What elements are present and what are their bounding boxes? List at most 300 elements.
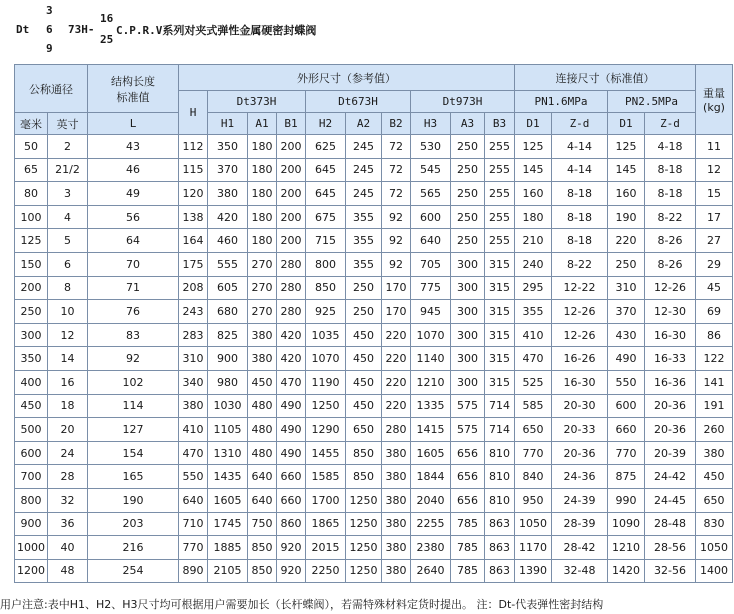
- table-cell: 770: [179, 536, 208, 560]
- table-cell: 280: [277, 276, 306, 300]
- table-row: [15, 135, 733, 159]
- table-cell: 243: [179, 300, 208, 324]
- table-cell: 255: [485, 205, 515, 229]
- table-cell: 770: [608, 441, 645, 465]
- table-cell: 315: [485, 347, 515, 371]
- table-cell: 785: [451, 536, 485, 560]
- table-cell: 160: [608, 182, 645, 206]
- table-cell: 810: [485, 441, 515, 465]
- table-cell: 650: [346, 418, 382, 442]
- table-cell: 200: [277, 229, 306, 253]
- table-cell: 120: [179, 182, 208, 206]
- table-cell: 260: [696, 418, 733, 442]
- table-cell: 355: [346, 205, 382, 229]
- table-cell: 250: [451, 229, 485, 253]
- table-cell: 32: [48, 488, 88, 512]
- table-cell: 245: [346, 135, 382, 159]
- table-cell: 705: [411, 252, 451, 276]
- footnote: 用户注意:表中H1、H2、H3尺寸均可根据用户需要加长（长杆蝶阀），若需特殊材料定货时提出。 注：Dt-代表弹性密封结构: [0, 598, 604, 611]
- table-cell: 8-26: [645, 229, 696, 253]
- table-cell: 16-26: [552, 347, 608, 371]
- table-cell: 920: [277, 536, 306, 560]
- table-cell: 180: [248, 182, 277, 206]
- table-cell: 46: [88, 158, 179, 182]
- table-cell: 127: [88, 418, 179, 442]
- title-prefix: Dt: [16, 23, 30, 36]
- table-cell: 115: [179, 158, 208, 182]
- table-cell: 255: [485, 229, 515, 253]
- table-cell: 180: [248, 135, 277, 159]
- table-row: [15, 441, 733, 465]
- table-row: [15, 370, 733, 394]
- table-cell: 2105: [208, 559, 248, 583]
- table-cell: 1700: [306, 488, 346, 512]
- table-row: [15, 252, 733, 276]
- table-cell: 16-30: [552, 370, 608, 394]
- table-row: [15, 182, 733, 206]
- table-cell: 72: [382, 182, 411, 206]
- table-cell: 92: [382, 252, 411, 276]
- table-cell: 300: [451, 252, 485, 276]
- table-cell: 775: [411, 276, 451, 300]
- table-cell: 1335: [411, 394, 451, 418]
- table-cell: 350: [208, 135, 248, 159]
- table-cell: 250: [346, 300, 382, 324]
- table-cell: 16-36: [645, 370, 696, 394]
- table-cell: 656: [451, 465, 485, 489]
- table-cell: 250: [451, 182, 485, 206]
- table-cell: 1310: [208, 441, 248, 465]
- table-cell: 680: [208, 300, 248, 324]
- table-row: [15, 488, 733, 512]
- table-cell: 650: [696, 488, 733, 512]
- table-cell: 850: [306, 276, 346, 300]
- table-cell: 650: [515, 418, 552, 442]
- table-cell: 283: [179, 323, 208, 347]
- table-cell: 1050: [515, 512, 552, 536]
- table-cell: 490: [277, 418, 306, 442]
- table-cell: 380: [696, 441, 733, 465]
- table-cell: 550: [608, 370, 645, 394]
- table-cell: 810: [485, 488, 515, 512]
- table-cell: 32-56: [645, 559, 696, 583]
- table-cell: 370: [608, 300, 645, 324]
- table-cell: 12-30: [645, 300, 696, 324]
- table-cell: 8-22: [552, 252, 608, 276]
- table-cell: 125: [515, 135, 552, 159]
- table-cell: 250: [451, 135, 485, 159]
- header-struct-len-line2: 标准值: [116, 90, 150, 104]
- table-cell: 300: [15, 323, 48, 347]
- table-cell: 300: [451, 370, 485, 394]
- table-cell: 355: [346, 252, 382, 276]
- table-cell: 1885: [208, 536, 248, 560]
- table-cell: 245: [346, 182, 382, 206]
- table-cell: 45: [696, 276, 733, 300]
- header-connect: 连接尺寸（标准值）: [515, 65, 696, 91]
- table-cell: 48: [48, 559, 88, 583]
- table-cell: 830: [696, 512, 733, 536]
- table-cell: 2015: [306, 536, 346, 560]
- table-cell: 28-56: [645, 536, 696, 560]
- table-cell: 1200: [15, 559, 48, 583]
- table-cell: 450: [346, 394, 382, 418]
- table-cell: 92: [88, 347, 179, 371]
- table-cell: 86: [696, 323, 733, 347]
- table-cell: 450: [346, 323, 382, 347]
- header-dt973: Dt973H: [411, 91, 515, 113]
- header-D1-pn25: D1: [608, 113, 645, 135]
- header-H3: H3: [411, 113, 451, 135]
- table-cell: 15: [696, 182, 733, 206]
- header-nominal: 公称通径: [15, 65, 88, 113]
- table-cell: 1250: [346, 536, 382, 560]
- table-cell: 380: [382, 465, 411, 489]
- table-cell: 280: [277, 300, 306, 324]
- table-cell: 8-18: [552, 182, 608, 206]
- table-cell: 150: [15, 252, 48, 276]
- table-cell: 1170: [515, 536, 552, 560]
- table-cell: 56: [88, 205, 179, 229]
- table-cell: 640: [411, 229, 451, 253]
- table-cell: 295: [515, 276, 552, 300]
- table-cell: 200: [277, 205, 306, 229]
- table-cell: 203: [88, 512, 179, 536]
- title-suffix: C.P.R.V系列对夹式弹性金属硬密封蝶阀: [116, 24, 317, 37]
- table-cell: 480: [248, 441, 277, 465]
- table-cell: 191: [696, 394, 733, 418]
- table-row: [15, 276, 733, 300]
- table-cell: 950: [515, 488, 552, 512]
- table-cell: 890: [179, 559, 208, 583]
- table-cell: 24-42: [645, 465, 696, 489]
- table-cell: 660: [277, 488, 306, 512]
- table-cell: 645: [306, 182, 346, 206]
- title-pn-bot: 25: [100, 33, 114, 46]
- table-row: [15, 323, 733, 347]
- table-cell: 355: [515, 300, 552, 324]
- table-cell: 380: [248, 323, 277, 347]
- table-cell: 220: [382, 394, 411, 418]
- table-cell: 24-39: [552, 488, 608, 512]
- table-cell: 490: [608, 347, 645, 371]
- table-cell: 850: [346, 465, 382, 489]
- table-cell: 490: [277, 394, 306, 418]
- table-cell: 1030: [208, 394, 248, 418]
- table-cell: 145: [515, 158, 552, 182]
- table-cell: 200: [277, 182, 306, 206]
- table-cell: 200: [277, 135, 306, 159]
- header-B1: B1: [277, 113, 306, 135]
- header-weight-line2: (kg): [703, 101, 725, 114]
- table-cell: 525: [515, 370, 552, 394]
- table-cell: 656: [451, 488, 485, 512]
- table-cell: 863: [485, 559, 515, 583]
- header-Zd-pn25: Z-d: [645, 113, 696, 135]
- title-digit-bot: 9: [46, 42, 53, 55]
- table-cell: 785: [451, 559, 485, 583]
- table-cell: 8-18: [645, 158, 696, 182]
- table-cell: 785: [451, 512, 485, 536]
- table-cell: 11: [696, 135, 733, 159]
- table-cell: 315: [485, 300, 515, 324]
- table-cell: 1420: [608, 559, 645, 583]
- table-cell: 825: [208, 323, 248, 347]
- title-pn-top: 16: [100, 12, 114, 25]
- table-cell: 575: [451, 394, 485, 418]
- table-cell: 450: [346, 347, 382, 371]
- table-cell: 310: [608, 276, 645, 300]
- header-H2: H2: [306, 113, 346, 135]
- table-cell: 660: [608, 418, 645, 442]
- table-cell: 190: [608, 205, 645, 229]
- table-cell: 50: [15, 135, 48, 159]
- table-cell: 43: [88, 135, 179, 159]
- table-row: [15, 205, 733, 229]
- table-cell: 675: [306, 205, 346, 229]
- table-cell: 1250: [346, 559, 382, 583]
- table-cell: 715: [306, 229, 346, 253]
- table-cell: 925: [306, 300, 346, 324]
- table-cell: 1290: [306, 418, 346, 442]
- table-cell: 100: [15, 205, 48, 229]
- table-cell: 71: [88, 276, 179, 300]
- table-cell: 250: [451, 158, 485, 182]
- table-cell: 270: [248, 300, 277, 324]
- table-cell: 220: [608, 229, 645, 253]
- table-cell: 208: [179, 276, 208, 300]
- table-cell: 565: [411, 182, 451, 206]
- table-cell: 160: [515, 182, 552, 206]
- table-cell: 24: [48, 441, 88, 465]
- table-cell: 220: [382, 323, 411, 347]
- table-cell: 12-26: [552, 300, 608, 324]
- table-cell: 122: [696, 347, 733, 371]
- table-cell: 28-48: [645, 512, 696, 536]
- table-cell: 180: [248, 158, 277, 182]
- table-cell: 190: [88, 488, 179, 512]
- table-cell: 28-39: [552, 512, 608, 536]
- table-cell: 72: [382, 135, 411, 159]
- table-cell: 300: [451, 347, 485, 371]
- table-cell: 220: [382, 370, 411, 394]
- table-cell: 714: [485, 394, 515, 418]
- table-cell: 154: [88, 441, 179, 465]
- table-cell: 216: [88, 536, 179, 560]
- table-cell: 180: [515, 205, 552, 229]
- table-cell: 450: [696, 465, 733, 489]
- table-cell: 450: [248, 370, 277, 394]
- header-weight: [696, 65, 733, 135]
- table-cell: 4-14: [552, 158, 608, 182]
- table-cell: 1250: [346, 488, 382, 512]
- table-cell: 460: [208, 229, 248, 253]
- table-cell: 255: [485, 182, 515, 206]
- table-cell: 310: [179, 347, 208, 371]
- table-cell: 64: [88, 229, 179, 253]
- header-Zd-pn16: Z-d: [552, 113, 608, 135]
- table-cell: 420: [277, 323, 306, 347]
- table-cell: 660: [277, 465, 306, 489]
- table-cell: 470: [179, 441, 208, 465]
- table-cell: 380: [382, 536, 411, 560]
- table-cell: 250: [346, 276, 382, 300]
- table-cell: 640: [248, 488, 277, 512]
- header-weight-line1: 重量: [703, 87, 725, 100]
- table-cell: 92: [382, 205, 411, 229]
- table-cell: 270: [248, 252, 277, 276]
- table-cell: 17: [696, 205, 733, 229]
- table-cell: 1070: [411, 323, 451, 347]
- header-struct-len: [88, 65, 179, 113]
- table-cell: 900: [15, 512, 48, 536]
- table-cell: 2255: [411, 512, 451, 536]
- table-cell: 490: [277, 441, 306, 465]
- table-cell: 27: [696, 229, 733, 253]
- table-cell: 12-22: [552, 276, 608, 300]
- table-cell: 280: [382, 418, 411, 442]
- header-H1: H1: [208, 113, 248, 135]
- table-cell: 860: [277, 512, 306, 536]
- table-cell: 800: [15, 488, 48, 512]
- table-cell: 12-26: [552, 323, 608, 347]
- table-cell: 255: [485, 158, 515, 182]
- table-row: [15, 536, 733, 560]
- table-cell: 1105: [208, 418, 248, 442]
- table-cell: 2: [48, 135, 88, 159]
- table-cell: 1400: [696, 559, 733, 583]
- table-cell: 20-36: [552, 441, 608, 465]
- table-cell: 20-30: [552, 394, 608, 418]
- table-cell: 170: [382, 300, 411, 324]
- table-cell: 480: [248, 418, 277, 442]
- table-cell: 18: [48, 394, 88, 418]
- table-cell: 1090: [608, 512, 645, 536]
- table-cell: 125: [608, 135, 645, 159]
- table-cell: 70: [88, 252, 179, 276]
- table-cell: 350: [15, 347, 48, 371]
- table-cell: 8-18: [645, 182, 696, 206]
- table-body: [15, 135, 733, 583]
- table-cell: 175: [179, 252, 208, 276]
- table-cell: 76: [88, 300, 179, 324]
- table-cell: 750: [248, 512, 277, 536]
- table-cell: 165: [88, 465, 179, 489]
- title-block: [0, 0, 734, 60]
- table-cell: 656: [451, 441, 485, 465]
- table-cell: 1140: [411, 347, 451, 371]
- table-cell: 450: [346, 370, 382, 394]
- table-cell: 20-39: [645, 441, 696, 465]
- table-cell: 850: [346, 441, 382, 465]
- table-cell: 69: [696, 300, 733, 324]
- table-cell: 210: [515, 229, 552, 253]
- table-cell: 20-33: [552, 418, 608, 442]
- table-cell: 3: [48, 182, 88, 206]
- table-cell: 16-33: [645, 347, 696, 371]
- table-cell: 315: [485, 370, 515, 394]
- table-cell: 430: [608, 323, 645, 347]
- table-cell: 1390: [515, 559, 552, 583]
- table-cell: 16-30: [645, 323, 696, 347]
- table-cell: 65: [15, 158, 48, 182]
- table-cell: 900: [208, 347, 248, 371]
- table-cell: 200: [15, 276, 48, 300]
- table-cell: 380: [382, 559, 411, 583]
- table-cell: 875: [608, 465, 645, 489]
- table-cell: 250: [451, 205, 485, 229]
- header-dt373: Dt373H: [208, 91, 306, 113]
- table-cell: 530: [411, 135, 451, 159]
- table-cell: 555: [208, 252, 248, 276]
- table-row: [15, 559, 733, 583]
- table-cell: 180: [248, 229, 277, 253]
- table-row: [15, 158, 733, 182]
- table-cell: 480: [248, 394, 277, 418]
- header-L: L: [88, 113, 179, 135]
- table-cell: 270: [248, 276, 277, 300]
- table-cell: 470: [515, 347, 552, 371]
- table-cell: 36: [48, 512, 88, 536]
- table-cell: 315: [485, 276, 515, 300]
- table-row: [15, 229, 733, 253]
- table-cell: 600: [15, 441, 48, 465]
- table-cell: 4: [48, 205, 88, 229]
- table-cell: 1250: [346, 512, 382, 536]
- header-H: H: [179, 91, 208, 135]
- table-cell: 49: [88, 182, 179, 206]
- table-cell: 420: [277, 347, 306, 371]
- table-cell: 380: [208, 182, 248, 206]
- header-dt673: Dt673H: [306, 91, 411, 113]
- table-cell: 315: [485, 323, 515, 347]
- table-cell: 450: [15, 394, 48, 418]
- table-cell: 500: [15, 418, 48, 442]
- table-cell: 810: [485, 465, 515, 489]
- table-cell: 585: [515, 394, 552, 418]
- table-cell: 370: [208, 158, 248, 182]
- table-cell: 29: [696, 252, 733, 276]
- table-cell: 1070: [306, 347, 346, 371]
- header-B3: B3: [485, 113, 515, 135]
- header-pn16: PN1.6MPa: [515, 91, 608, 113]
- table-cell: 714: [485, 418, 515, 442]
- table-cell: 710: [179, 512, 208, 536]
- table-row: [15, 512, 733, 536]
- table-cell: 32-48: [552, 559, 608, 583]
- table-cell: 245: [346, 158, 382, 182]
- table-cell: 1745: [208, 512, 248, 536]
- table-cell: 28: [48, 465, 88, 489]
- header-A1: A1: [248, 113, 277, 135]
- table-cell: 12-26: [645, 276, 696, 300]
- table-cell: 1605: [411, 441, 451, 465]
- table-cell: 2040: [411, 488, 451, 512]
- table-cell: 545: [411, 158, 451, 182]
- table-cell: 1415: [411, 418, 451, 442]
- table-cell: 8-18: [552, 205, 608, 229]
- table-cell: 255: [485, 135, 515, 159]
- table-cell: 24-45: [645, 488, 696, 512]
- table-cell: 605: [208, 276, 248, 300]
- table-cell: 141: [696, 370, 733, 394]
- table-cell: 250: [608, 252, 645, 276]
- table-row: [15, 300, 733, 324]
- title-digit-mid: 6: [46, 23, 53, 36]
- table-cell: 254: [88, 559, 179, 583]
- table-cell: 380: [382, 441, 411, 465]
- table-cell: 240: [515, 252, 552, 276]
